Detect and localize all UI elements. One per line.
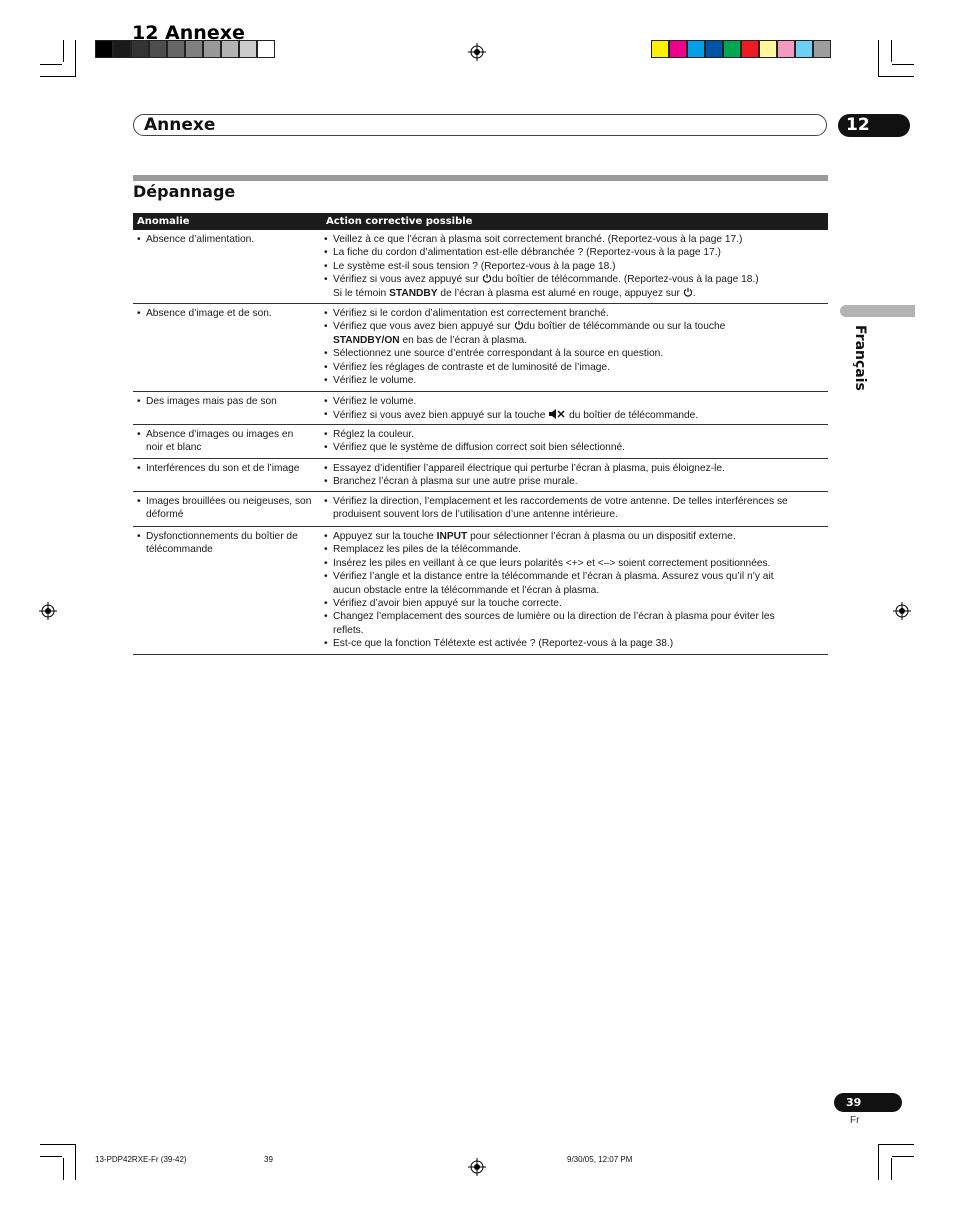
crop-mark <box>40 1144 76 1145</box>
color-swatch <box>777 40 795 58</box>
chapter-number-badge: 12 <box>838 114 910 137</box>
crop-mark <box>891 1158 892 1180</box>
anomaly-cell: • Absence d’images ou images en noir et blanc <box>137 429 294 454</box>
action-text: pour sélectionner l’écran à plasma ou un dispositif externe. <box>470 531 736 542</box>
action-text: produisent souvent lors de l’utilisation d’une antenne intérieure. <box>333 509 618 521</box>
action-text: Vérifiez si vous avez appuyé sur <box>333 274 480 286</box>
action-text: . <box>692 287 696 299</box>
anomaly-text: Interférences du son et de l’image <box>146 463 300 474</box>
registration-target-icon <box>468 43 486 61</box>
action-text: Sélectionnez une source d’entrée correspondant à la source en question. <box>333 348 664 360</box>
action-text: Branchez l’écran à plasma sur une autre prise murale. <box>333 476 578 488</box>
crop-mark <box>40 76 76 77</box>
action-text: Essayez d’identifier l’appareil électrique qui perturbe l’écran à plasma, puis éloignez-le. <box>333 463 725 474</box>
column-header-action: Action corrective possible <box>326 216 473 227</box>
color-swatch <box>795 40 813 58</box>
anomaly-text: noir et blanc <box>146 442 202 454</box>
action-text: Veillez à ce que l’écran à plasma soit correctement branché. (Reportez-vous à la page 17.) <box>333 234 743 245</box>
anomaly-cell: • Des images mais pas de son <box>137 396 277 407</box>
anomaly-text: Absence d’images ou images en <box>146 429 294 440</box>
power-icon <box>683 287 693 297</box>
slug-page: 39 <box>264 1155 273 1164</box>
crop-mark <box>75 40 76 76</box>
anomaly-cell: • Absence d’alimentation. <box>137 234 255 245</box>
action-text: du boîtier de télécommande ou sur la touche <box>523 321 726 333</box>
section-rule <box>133 175 828 181</box>
color-swatch <box>651 40 669 58</box>
language-tab <box>840 305 915 317</box>
color-swatch <box>759 40 777 58</box>
table-row <box>133 459 828 492</box>
table-row <box>133 492 828 527</box>
color-swatch <box>669 40 687 58</box>
action-text: Le système est-il sous tension ? (Reportez-vous à la page 18.) <box>333 260 616 272</box>
registration-target-icon <box>39 602 57 620</box>
action-text: Vérifiez d’avoir bien appuyé sur la touche correcte. <box>333 598 562 610</box>
anomaly-cell: • Dysfonctionnements du boîtier de télécommande <box>137 531 298 556</box>
action-text: reflets. <box>333 624 364 636</box>
anomaly-text: télécommande <box>146 544 213 556</box>
action-text: en bas de l’écran à plasma. <box>402 334 528 346</box>
crop-mark <box>75 1144 76 1180</box>
action-text: Vérifiez l’angle et la distance entre la télécommande et l’écran à plasma. Assurez vous qu’il n’y ait <box>333 571 774 583</box>
table-row <box>133 392 828 425</box>
color-calibration-bar <box>651 40 831 58</box>
anomaly-text: Des images mais pas de son <box>146 396 277 407</box>
anomaly-text: Dysfonctionnements du boîtier de <box>146 531 298 542</box>
crop-mark <box>878 1144 879 1180</box>
action-text: Vérifiez la direction, l’emplacement et les raccordements de votre antenne. De telles interférences se <box>333 496 788 507</box>
action-cell: • Vérifiez la direction, l’emplacement et les raccordements de votre antenne. De telles interférences se produisent souvent lors de l’utilisation d’une antenne intérieure. <box>324 496 788 521</box>
color-swatch <box>813 40 831 58</box>
action-text: Vérifiez si le cordon d’alimentation est correctement branché. <box>333 308 609 319</box>
action-text: aucun obstacle entre la télécommande et l’écran à plasma. <box>333 584 600 596</box>
action-text: Changez l’emplacement des sources de lumière ou la direction de l’écran à plasma pour éviter les <box>333 611 775 623</box>
crop-mark <box>891 40 892 62</box>
action-cell: • Vérifiez si le cordon d’alimentation est correctement branché. • Vérifiez que vous avez bien appuyé sur du boîtier de télécommande ou sur la touche STANDBY/ON en bas de l’écran à plasma. • Sélectionnez une source d’entrée correspondant à la source en question. • Vérifiez les réglages de contraste et de luminosité de l’image. • Vérifiez le volume. <box>324 308 726 387</box>
registration-target-icon <box>893 602 911 620</box>
power-icon <box>514 320 524 330</box>
crop-mark <box>878 40 879 76</box>
anomaly-text: déformé <box>146 509 184 521</box>
action-cell: • Vérifiez le volume. • Vérifiez si vous avez bien appuyé sur la touche du boîtier de télécommande. <box>324 396 699 422</box>
anomaly-cell: • Absence d’image et de son. <box>137 308 272 319</box>
section-title: Dépannage <box>133 182 236 201</box>
action-text: Vérifiez si vous avez bien appuyé sur la touche <box>333 410 546 422</box>
crop-mark <box>40 64 62 65</box>
crop-mark <box>878 76 914 77</box>
action-cell: • Appuyez sur la touche INPUT pour sélectionner l’écran à plasma ou un dispositif externe. • Remplacez les piles de la télécommande. • Insérez les piles en veillant à ce que leurs polarités <+> et <–> soient correctement positionnées. • Vérifiez l’angle et la distance entre la télécommande et l’écran à plasma. Assurez vous qu’il n’y ait aucun obstacle entre la télécommande et l’écran à plasma. • Vérifiez d’avoir bien appuyé sur la touche correcte. • Changez l’emplacement des sources de lumière ou la direction de l’écran à plasma pour éviter les reflets. • Est-ce que la fonction Télétexte est activée ? (Reportez-vous à la page 38.) <box>324 531 775 650</box>
gray-swatch <box>257 40 275 58</box>
table-header <box>133 213 828 230</box>
action-text: La fiche du cordon d’alimentation est-elle débranchée ? (Reportez-vous à la page 17.) <box>333 247 721 259</box>
crop-mark <box>878 1144 914 1145</box>
crop-mark <box>63 1158 64 1180</box>
anomaly-text: Absence d’image et de son. <box>146 308 272 319</box>
table-row <box>133 304 828 392</box>
crop-mark <box>892 1156 914 1157</box>
column-header-anomaly: Anomalie <box>137 216 190 227</box>
action-text: Vérifiez le volume. <box>333 375 417 387</box>
action-text: Remplacez les piles de la télécommande. <box>333 544 521 556</box>
page-number-badge: 39 <box>834 1093 902 1112</box>
table-row <box>133 527 828 655</box>
action-text: Vérifiez que vous avez bien appuyé sur <box>333 321 511 333</box>
action-text: Appuyez sur la touche <box>333 531 434 542</box>
slug-date: 9/30/05, 12:07 PM <box>567 1155 633 1164</box>
action-text: Est-ce que la fonction Télétexte est activée ? (Reportez-vous à la page 38.) <box>333 638 674 650</box>
table-row <box>133 230 828 304</box>
slug-file: 13-PDP42RXE-Fr (39-42) <box>95 1155 187 1164</box>
power-icon <box>482 273 492 283</box>
action-cell: • Essayez d’identifier l’appareil électrique qui perturbe l’écran à plasma, puis éloignez-le. • Branchez l’écran à plasma sur une autre prise murale. <box>324 463 725 488</box>
standby-on-label: STANDBY/ON <box>333 334 400 346</box>
color-swatch <box>741 40 759 58</box>
color-swatch <box>705 40 723 58</box>
gray-swatch <box>95 40 113 58</box>
gray-swatch <box>113 40 131 58</box>
standby-label: STANDBY <box>389 287 438 299</box>
action-cell: • Réglez la couleur. • Vérifiez que le système de diffusion correct soit bien sélectionné. <box>324 429 626 454</box>
action-text: Si le témoin <box>333 287 387 299</box>
color-swatch <box>723 40 741 58</box>
action-text: Réglez la couleur. <box>333 429 414 440</box>
table-row <box>133 425 828 459</box>
registration-target-icon <box>468 1158 486 1176</box>
anomaly-text: Images brouillées ou neigeuses, son <box>146 496 312 507</box>
action-cell: • Veillez à ce que l’écran à plasma soit correctement branché. (Reportez-vous à la page 17.) • La fiche du cordon d’alimentation est-elle débranchée ? (Reportez-vous à la page 17.) • Le système est-il sous tension ? (Reportez-vous à la page 18.) • Vérifiez si vous avez appuyé sur du boîtier de télécommande. (Reportez-vous à la page 18.) Si le témoin STANDBY de l’écran à plasma est alumé en rouge, appuyez sur . <box>324 234 759 299</box>
input-label: INPUT <box>436 531 468 542</box>
action-text: de l’écran à plasma est alumé en rouge, appuyez sur <box>440 287 680 299</box>
action-text: Vérifiez que le système de diffusion correct soit bien sélectionné. <box>333 442 626 454</box>
crop-mark <box>892 64 914 65</box>
action-text: du boîtier de télécommande. (Reportez-vous à la page 18.) <box>491 274 759 286</box>
page-language-code: Fr <box>850 1115 860 1126</box>
chapter-header-bar <box>133 114 827 136</box>
color-swatch <box>687 40 705 58</box>
top-title: 12 Annexe <box>132 22 245 44</box>
anomaly-text: Absence d’alimentation. <box>146 234 255 245</box>
action-text: Vérifiez les réglages de contraste et de luminosité de l’image. <box>333 361 610 373</box>
mute-icon <box>548 408 566 420</box>
action-text: Vérifiez le volume. <box>333 396 417 407</box>
crop-mark <box>40 1156 62 1157</box>
action-text: du boîtier de télécommande. <box>569 410 699 422</box>
anomaly-cell: • Interférences du son et de l’image <box>137 463 300 474</box>
language-tab-label: Français <box>852 325 868 391</box>
crop-mark <box>63 40 64 62</box>
action-text: Insérez les piles en veillant à ce que leurs polarités <+> et <–> soient correctement positionnées. <box>333 557 771 569</box>
anomaly-cell: • Images brouillées ou neigeuses, son déformé <box>137 496 312 521</box>
chapter-label: Annexe <box>144 115 216 135</box>
